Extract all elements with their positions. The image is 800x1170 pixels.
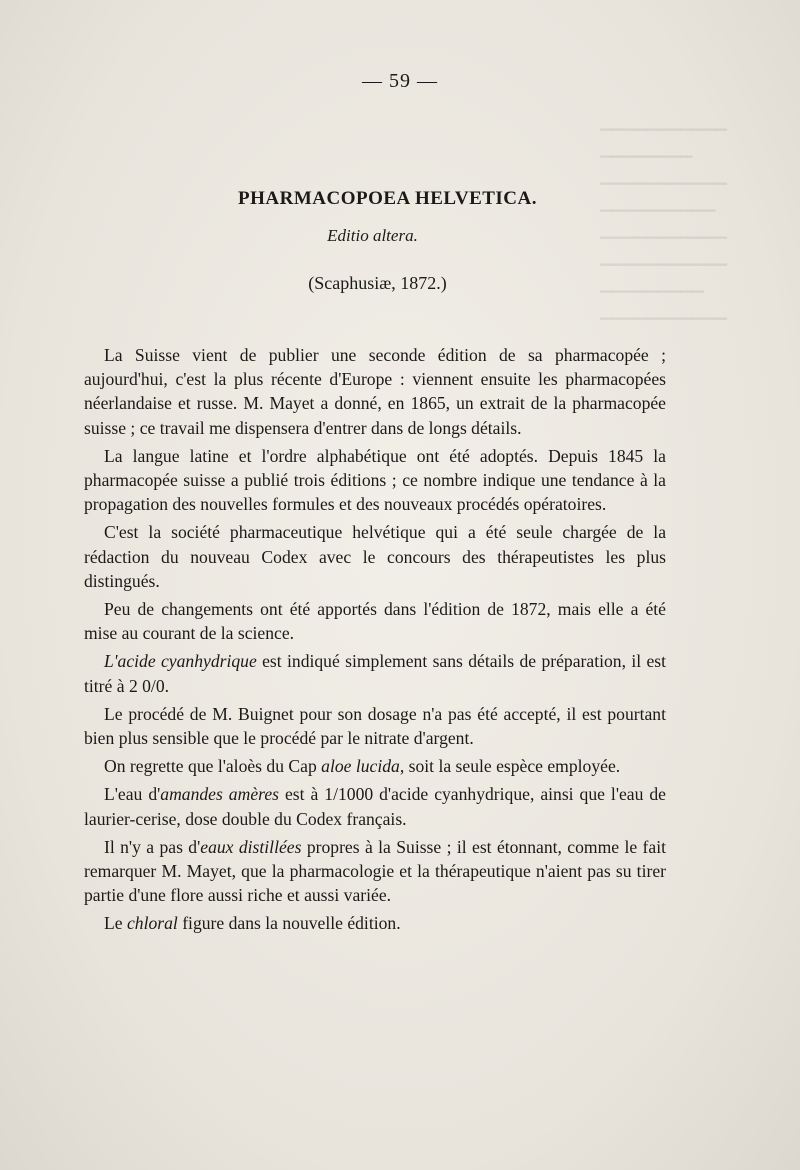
page-title: PHARMACOPOEA HELVETICA. — [238, 188, 537, 209]
italic-term: eaux distillées — [200, 836, 302, 857]
paragraph-3: C'est la société pharmaceutique helvétique qui a été seule chargée de la rédaction du nouveau Codex avec le concours des thérapeutistes les plus distingués. — [84, 522, 666, 591]
paragraph-text: propres à la Suisse ; il est étonnant, comme le fait remarquer M. Mayet, que la pharmacologie et la thérapeutique n'aient pas su tirer partie d'une flore aussi riche et aussi variée. — [84, 836, 666, 906]
bleed-through-texture: ▁▁▁▁▁▁▁▁▁▁▁ ▁▁▁▁▁▁▁▁ ▁▁▁▁▁▁▁▁▁▁▁ ▁▁▁▁▁▁▁▁▁▁ ▁▁▁▁▁▁▁▁▁▁▁ ▁▁▁▁▁▁▁▁▁▁▁ ▁▁▁▁▁▁▁▁▁ ▁▁▁▁▁▁▁▁▁▁▁ — [600, 115, 727, 320]
italic-term: amandes amères — [160, 784, 279, 805]
paragraph-8 — [84, 782, 666, 830]
paragraph-7 — [84, 754, 666, 778]
paragraph-10 — [84, 911, 666, 935]
paragraph-text: On regrette que l'aloès du Cap — [104, 756, 322, 777]
italic-term: chloral — [126, 913, 178, 934]
paragraph-text: est indiqué simplement sans détails de préparation, il est titré à 2 0/0. — [84, 651, 666, 696]
paragraph-text: Le — [104, 913, 127, 934]
paragraph-text: est à 1/1000 d'acide cyanhydrique, ainsi que l'eau de laurier-cerise, dose double du Codex français. — [84, 784, 666, 829]
paragraph-2: La langue latine et l'ordre alphabétique ont été adoptés. Depuis 1845 la pharmacopée suisse a publié trois éditions ; ce nombre indique une tendance à la propagation des nouvelles formules et des nouveaux procédés opératoires. — [84, 445, 666, 515]
paragraph-5 — [84, 649, 666, 697]
edition-subtitle: Editio altera. — [327, 226, 418, 245]
paragraph-text: Il n'y a pas d' — [104, 836, 201, 857]
paragraph-text: L'eau d' — [104, 784, 161, 805]
paragraph-1: La Suisse vient de publier une seconde édition de sa pharmacopée ; aujourd'hui, c'est la plus récente d'Europe : viennent ensuite les pharmacopées néerlandaise et russe. M. Mayet a donné, en 1865, un extrait de la pharmacopée suisse ; ce travail me dispensera d'entrer dans de longs détails. — [84, 345, 666, 438]
imprint-line: (Scaphusiæ, 1872.) — [308, 273, 447, 293]
paragraph-4: Peu de changements ont été apportés dans l'édition de 1872, mais elle a été mise au courant de la science. — [84, 599, 666, 644]
paragraph-text: , soit la seule espèce employée. — [399, 756, 621, 777]
page-number: — 59 — — [362, 70, 438, 92]
paragraph-6: Le procédé de M. Buignet pour son dosage n'a pas été accepté, il est pourtant bien plus sensible que le procédé par le nitrate d'argent. — [84, 703, 666, 749]
paragraph-9 — [84, 835, 666, 908]
body-text — [84, 343, 666, 940]
paragraph-text: figure dans la nouvelle édition. — [177, 913, 401, 934]
italic-term: L'acide cyanhydrique — [104, 651, 257, 672]
italic-term: aloe lucida — [321, 756, 400, 777]
